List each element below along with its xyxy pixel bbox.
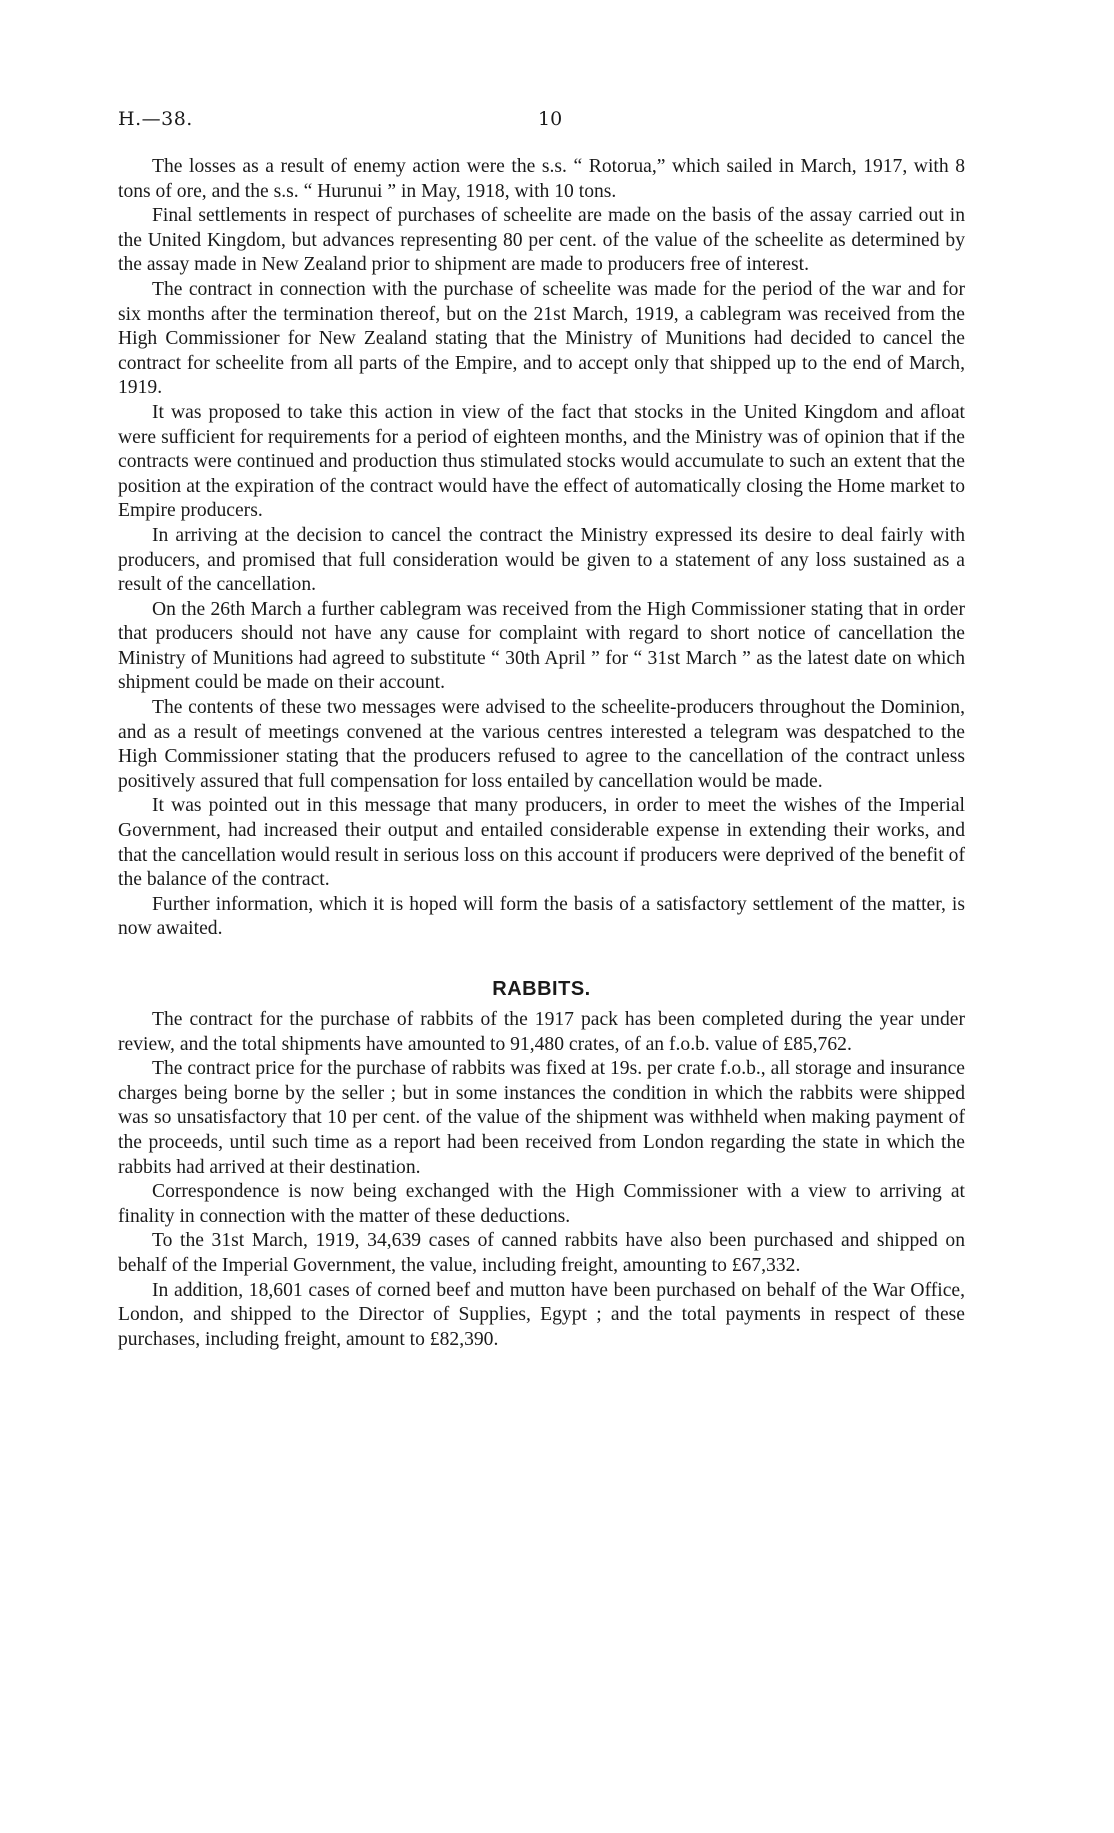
page-number: 10	[538, 108, 563, 130]
paragraph: The contract for the purchase of rabbits of the 1917 pack has been completed during the year under review, and the total shipments have amounted to 91,480 crates, of an f.o.b. value of £85,762.	[118, 1009, 965, 1055]
rabbits-section	[118, 977, 965, 1352]
paragraph: On the 26th March a further cablegram was received from the High Commissioner stating that in order that producers should not have any cause for complaint with regard to short notice of cancellation the Ministry of Munitions had agreed to substitute “ 30th April ” for “ 31st March ” as the latest date on which shipment could be made on their account.	[118, 598, 965, 694]
paragraph: To the 31st March, 1919, 34,639 cases of canned rabbits have also been purchased and shipped on behalf of the Imperial Government, the value, including freight, amounting to £67,332.	[118, 1230, 965, 1276]
paragraph: Further information, which it is hoped will form the basis of a satisfactory settlement of the matter, is now awaited.	[118, 893, 965, 940]
document-body	[118, 155, 965, 1352]
paragraph: The losses as a result of enemy action were the s.s. “ Rotorua,” which sailed in March, 1917, with 8 tons of ore, and the s.s. “ Hurunui ” in May, 1918, with 10 tons.	[118, 156, 965, 202]
paragraph: Final settlements in respect of purchases of scheelite are made on the basis of the assay carried out in the United Kingdom, but advances representing 80 per cent. of the value of the scheelite as determined by the assay made in New Zealand prior to shipment are made to producers free of interest.	[118, 205, 965, 276]
paragraph: In arriving at the decision to cancel the contract the Ministry expressed its desire to deal fairly with producers, and promised that full consideration would be given to a statement of any loss sustained as a result of the cancellation.	[118, 524, 965, 596]
paragraph: The contract in connection with the purchase of scheelite was made for the period of the war and for six months after the termination thereof, but on the 21st March, 1919, a cablegram was received from the High Commissioner for New Zealand stating that the Ministry of Munitions had decided to cancel the contract for scheelite from all parts of the Empire, and to accept only that shipped up to the end of March, 1919.	[118, 278, 965, 399]
paragraph: It was pointed out in this message that many producers, in order to meet the wishes of the Imperial Government, had increased their output and entailed considerable expense in extending their works, and that the cancellation would result in serious loss on this account if producers were deprived of the benefit of the balance of the contract.	[118, 795, 965, 891]
paragraph: It was proposed to take this action in view of the fact that stocks in the United Kingdom and afloat were sufficient for requirements for a period of eighteen months, and the Ministry was of opinion that if the contracts were continued and production thus stimulated stocks would accumulate to such an extent that the position at the expiration of the contract would have the effect of automatically closing the Home market to Empire producers.	[118, 401, 965, 522]
document-reference: H.—38.	[118, 108, 193, 130]
paragraph: The contents of these two messages were advised to the scheelite-producers throughout the Dominion, and as a result of meetings convened at the various centres interested a telegram was despatched to the High Commissioner stating that the producers refused to agree to the cancellation of the contract unless positively assured that full compensation for loss entailed by cancellation would be made.	[118, 697, 965, 792]
section-heading: RABBITS.	[492, 978, 591, 1000]
paragraph: The contract price for the purchase of rabbits was fixed at 19s. per crate f.o.b., all storage and insurance charges being borne by the seller ; but in some instances the condition in which the rabbits were shipped was so unsatisfactory that 10 per cent. of the value of the shipment was withheld when making payment of the proceeds, until such time as a report had been received from London regarding the state in which the rabbits had arrived at their destination.	[118, 1058, 965, 1178]
paragraph: Correspondence is now being exchanged with the High Commissioner with a view to arriving at finality in connection with the matter of these deductions.	[118, 1181, 965, 1227]
scheelite-section	[118, 155, 965, 942]
paragraph: In addition, 18,601 cases of corned beef and mutton have been purchased on behalf of the War Office, London, and shipped to the Director of Supplies, Egypt ; and the total payments in respect of these purchases, including freight, amount to £82,390.	[118, 1279, 965, 1350]
